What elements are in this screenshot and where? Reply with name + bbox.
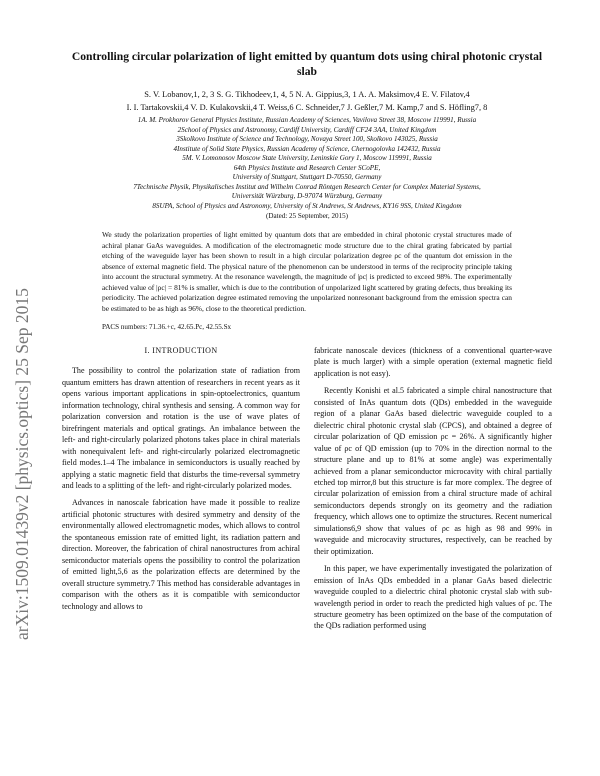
left-column — [62, 345, 300, 638]
affiliation-6: 64th Physics Institute and Research Center SCoPE, — [233, 163, 381, 172]
paragraph: The possibility to control the polarization state of radiation from quantum emitters has drawn attention of researchers in recent years as it opens various important applications in spin-optoelectronics, quantum information technology, chiral synthesis and sensing. A common way for polarization conversion and rotation is the use of wave plates of birefringent materials and optical gratings. An imbalance between the left- and right-circularly polarized photons takes place in chiral materials with nonequivalent left- and right-circularly polarized electromagnetic field modes.1–4 The imbalance in semiconductors is usually reached by applying a static magnetic field that disturbs the time-reversal symmetry and leads to a splitting of the left- and right-circularly polarized modes. — [62, 366, 300, 490]
affiliation-1: 1A. M. Prokhorov General Physics Institute, Russian Academy of Sciences, Vavilova Street 38, Moscow 119991, Russia — [137, 116, 477, 124]
author-line-2: I. I. Tartakovskii,4 V. D. Kulakovskii,4 T. Weiss,6 C. Schneider,7 J. Geßler,7 M. Kamp,7 and S. Höfling7, 8 — [126, 102, 488, 112]
paragraph: In this paper, we have experimentally investigated the polarization of emission of InAs QDs embedded in a planar GaAs based dielectric waveguide coupled to a dielectric chiral photonic crystal slab with sub-wavelength period in order to reach the predicted high values of ρc. The structure geometry has been optimized on the base of the computation of the QDs radiation performed using — [314, 564, 552, 631]
author-line-1: S. V. Lobanov,1, 2, 3 S. G. Tikhodeev,1, 4, 5 N. A. Gippius,3, 1 A. A. Maksimov,4 E. V. Filatov,4 — [144, 90, 470, 99]
affiliation-2: 2School of Physics and Astronomy, Cardiff University, Cardiff CF24 3AA, United Kingdom — [177, 125, 437, 134]
section-heading: I. INTRODUCTION — [144, 346, 218, 355]
affiliation-5: 5M. V. Lomonosov Moscow State University, Leninskie Gory 1, Moscow 119991, Russia — [182, 154, 432, 162]
author-list — [62, 89, 552, 114]
affiliations — [62, 116, 552, 211]
affiliation-8: 8SUPA, School of Physics and Astronomy, University of St Andrews, St Andrews, KY16 9SS, United Kingdom — [152, 201, 462, 210]
affiliation-7: 7Technische Physik, Physikalisches Institut and Wilhelm Conrad Röntgen Research Center for Complex Material Systems, — [133, 182, 481, 191]
affiliation-3: 3Skolkovo Institute of Science and Technology, Novaya Street 100, Skolkovo 143025, Russia — [176, 135, 438, 143]
paper-title: Controlling circular polarization of light emitted by quantum dots using chiral photonic crystal slab — [71, 50, 543, 78]
pacs-numbers: PACS numbers: 71.36.+c, 42.65.Pc, 42.55.Sx — [102, 323, 232, 331]
paper-page — [62, 50, 552, 638]
paragraph: Advances in nanoscale fabrication have made it possible to realize artificial photonic structures with desired symmetry and density of the environmentally allowed electromagnetic modes, which allows to control the spontaneous emission rate of emitted light, its radiation pattern and direction. Moreover, the fabrication of chiral nanostructures from achiral semiconductor materials opens the possibility to control the polarization of emitted light,5,6 as the polarization effects are determined by the overall structure symmetry.7 This method has considerable advantages in comparison with the others as it is compatible with semiconductor technology and allows to — [62, 498, 300, 611]
right-column — [314, 345, 552, 638]
affiliation-6-cont: University of Stuttgart, Stuttgart D-70550, Germany — [232, 173, 382, 181]
paragraph: Recently Konishi et al.5 fabricated a simple chiral nanostructure that consisted of InAs quantum dots (QDs) embedded in the waveguide region of a planar GaAs based dielectric waveguide coupled to a dielectric chiral photonic crystal slab (CPCS), and obtained a degree of circular polarization of QD emission ρc = 26%. A significantly higher value of ρc of QD emission (up to 70% in the direction normal to the structure plane and up to 81% at some angle) was experimentally achieved from a planar semiconductor microcavity with chiral partially etched top mirror,8 but this structure is far more complex. The degree of circular polarization of emission from a chiral structure made of achiral semiconductors depends strongly on its geometry and the radiation frequency, which allows one to optimize the structures. Recent numerical simulations6,9 show that values of ρc as high as 98 and 99% in waveguide and microcavity structures, respectively, can be reached by their optimization. — [314, 386, 552, 556]
affiliation-7-cont: Universität Würzburg, D-97074 Würzburg, Germany — [231, 192, 383, 200]
abstract: We study the polarization properties of light emitted by quantum dots that are embedded in chiral photonic crystal structures made of achiral planar GaAs waveguides. A modification of the electromagnetic mode structure due to the chiral grating fabricated by partial etching of the waveguide layer has been shown to result in a high circular polarization degree ρc of the quantum dot emission in the absence of external magnetic field. The physical nature of the phenomenon can be understood in terms of the reciprocity principle taking into account the structural symmetry. At the resonance wavelength, the magnitude of |ρc| is predicted to exceed 98%. The experimentally achieved value of |ρc| = 81% is smaller, which is due to the contribution of unpolarized light scattered by grating defects, thus breaking its periodicity. The achieved polarization degree estimated removing the unpolarized nonresonant background from the emission spectra can be estimated to be as high as 96%, close to the theoretical prediction. — [102, 230, 512, 313]
arxiv-identifier-text: arXiv:1509.01439v2 [physics.optics] 25 Sep 2015 — [12, 288, 32, 640]
dated-line: (Dated: 25 September, 2015) — [265, 212, 349, 220]
body-columns — [62, 345, 552, 638]
paragraph: fabricate nanoscale devices (thickness of a conventional quarter-wave plate is much larger) with a simple operation (external magnetic field application is not easy). — [314, 346, 552, 378]
arxiv-identifier — [6, 200, 36, 640]
affiliation-4: 4Institute of Solid State Physics, Russian Academy of Science, Chernogolovka 142432, Russia — [173, 144, 441, 153]
